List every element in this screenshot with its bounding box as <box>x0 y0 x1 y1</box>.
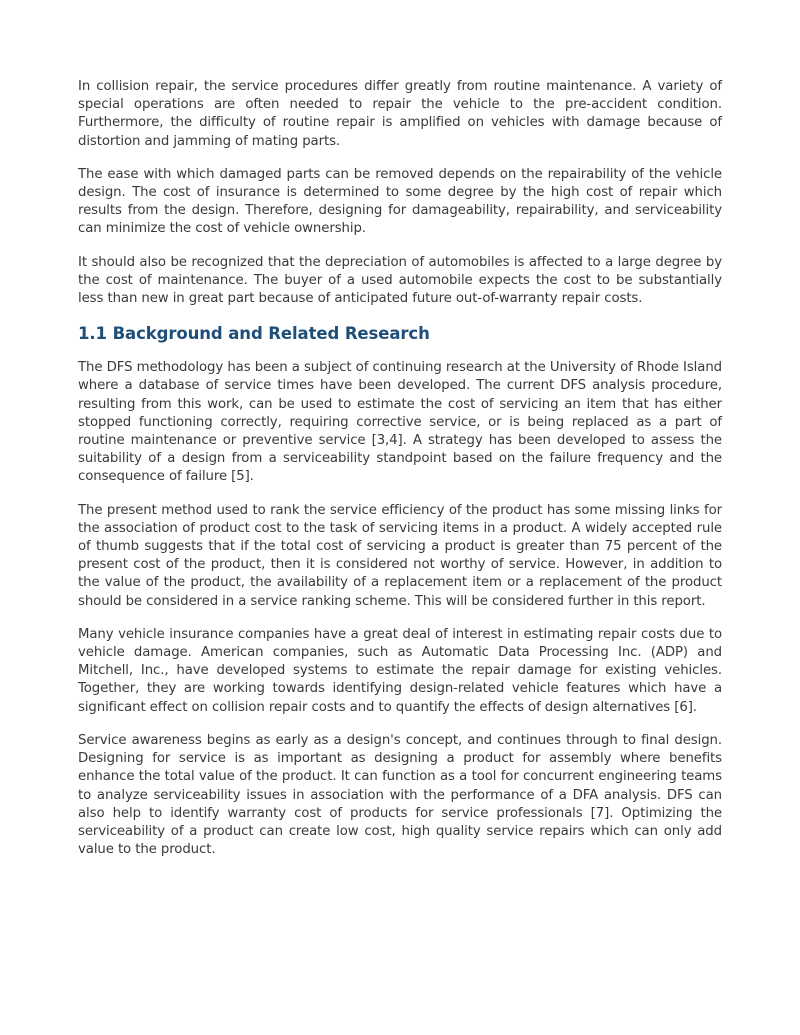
section-paragraph-4: Service awareness begins as early as a design's concept, and continues through to final design. Designing for service is as important as designing a product for assembly where benefits enhance the total value of the product. It can function as a tool for concurrent engineering teams to analyze serviceability issues in association with the performance of a DFA analysis. DFS can also help to identify warranty cost of products for service professionals [7]. Optimizing the serviceability of a product can create low cost, high quality service repairs which can only add value to the product. <box>78 732 722 858</box>
section-paragraph-3: Many vehicle insurance companies have a great deal of interest in estimating repair costs due to vehicle damage. American companies, such as Automatic Data Processing Inc. (ADP) and Mitchell, Inc., have developed systems to estimate the repair damage for existing vehicles. Together, they are working towards identifying design-related vehicle features which have a significant effect on collision repair costs and to quantify the effects of design alternatives [6]. <box>78 626 722 715</box>
intro-paragraph-2: The ease with which damaged parts can be removed depends on the repairability of the vehicle design. The cost of insurance is determined to some degree by the high cost of repair which results from the design. Therefore, designing for damageability, repairability, and serviceability can minimize the cost of vehicle ownership. <box>78 166 722 237</box>
intro-paragraph-3: It should also be recognized that the depreciation of automobiles is affected to a large degree by the cost of maintenance. The buyer of a used automobile expects the cost to be substantially less than new in great part because of anticipated future out-of-warranty repair costs. <box>78 254 722 307</box>
section-paragraph-2: The present method used to rank the service efficiency of the product has some missing links for the association of product cost to the task of servicing items in a product. A widely accepted rule of thumb suggests that if the total cost of servicing a product is greater than 75 percent of the present cost of the product, then it is considered not worthy of service. However, in addition to the value of the product, the availability of a replacement item or a replacement of the product should be considered in a service ranking scheme. This will be considered further in this report. <box>78 502 722 609</box>
section-paragraph-1: The DFS methodology has been a subject of continuing research at the University of Rhode Island where a database of service times have been developed. The current DFS analysis procedure, resulting from this work, can be used to estimate the cost of servicing an item that has either stopped functioning correctly, requiring corrective service, or is being replaced as a part of routine maintenance or preventive service [3,4]. A strategy has been developed to assess the suitability of a design from a serviceability standpoint based on the failure frequency and the consequence of failure [5]. <box>78 360 722 485</box>
section-heading: 1.1 Background and Related Research <box>78 324 430 344</box>
intro-paragraph-1: In collision repair, the service procedures differ greatly from routine maintenance. A variety of special operations are often needed to repair the vehicle to the pre-accident condition. Furthermore, the difficulty of routine repair is amplified on vehicles with damage because of distortion and jamming of mating parts. <box>78 79 722 149</box>
document-page <box>78 78 722 874</box>
